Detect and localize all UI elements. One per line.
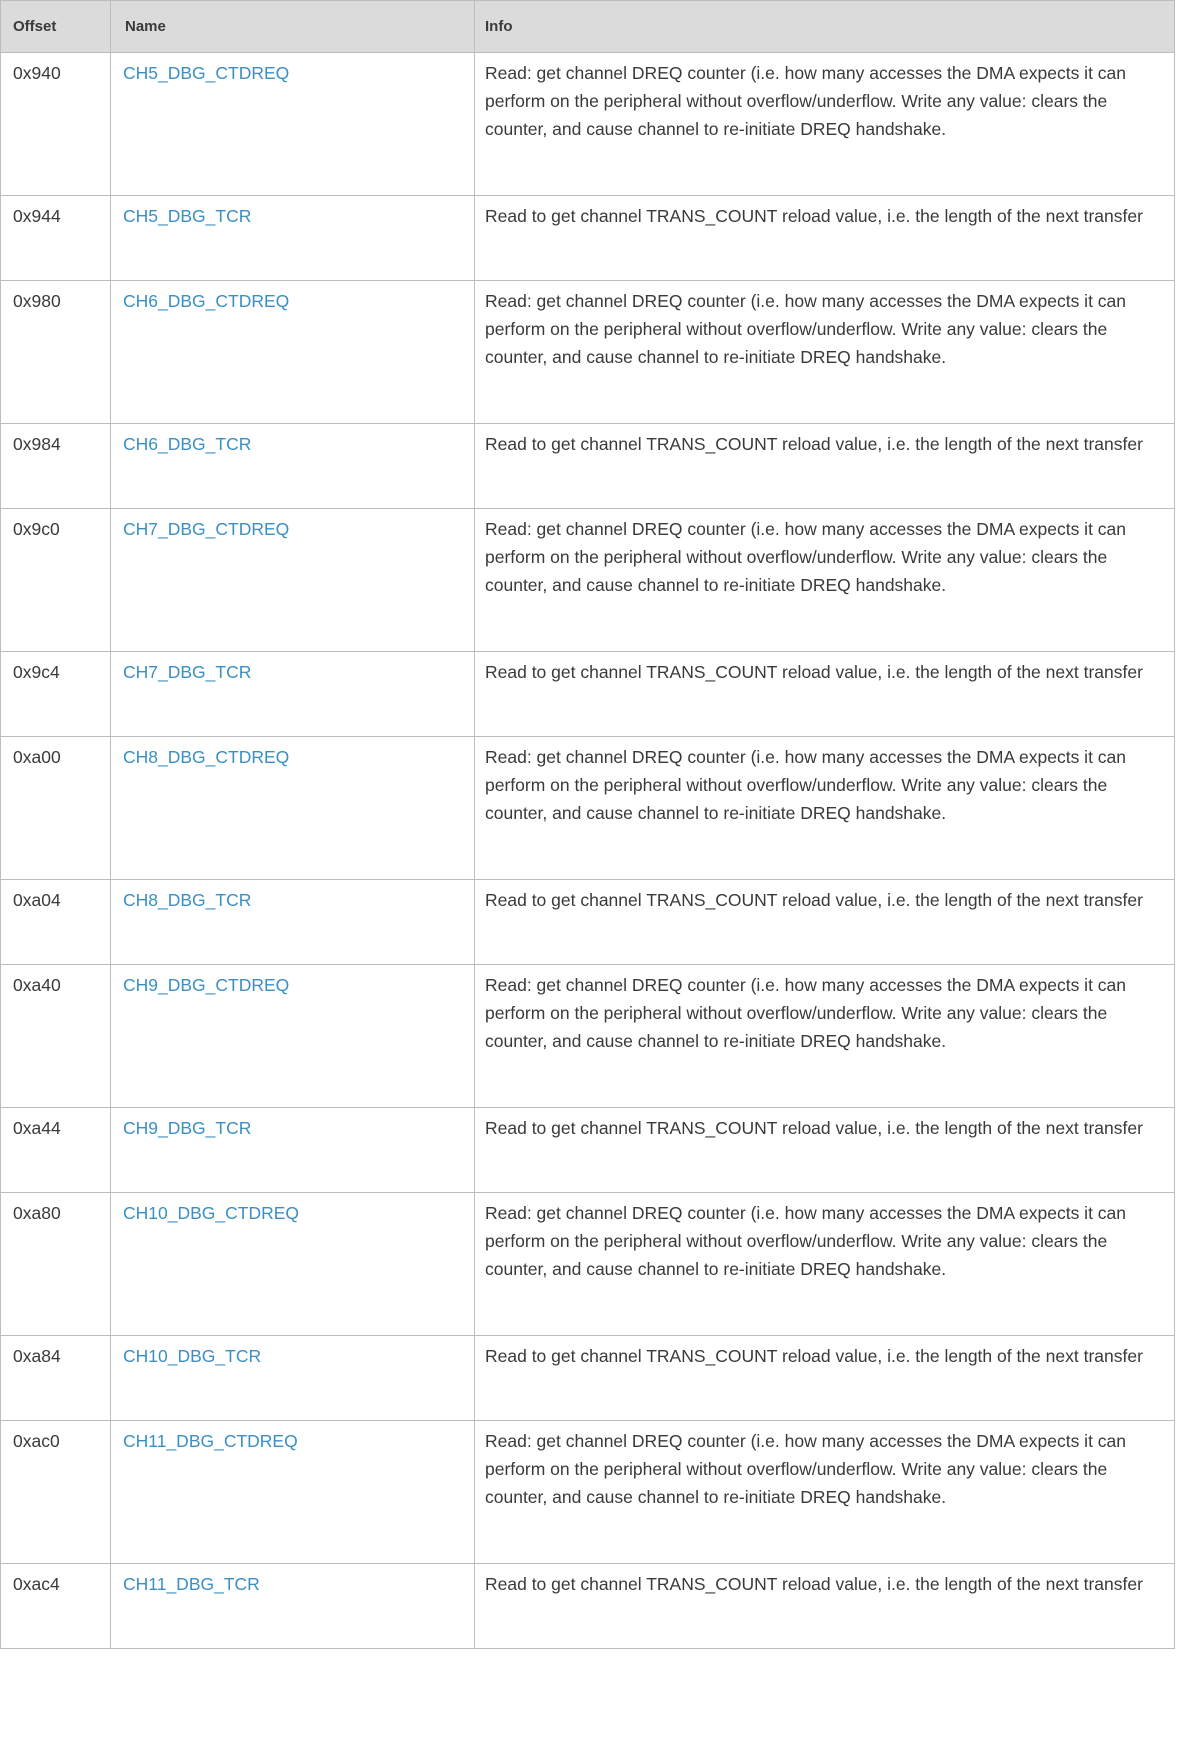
offset-cell: 0xa80 <box>1 1193 111 1336</box>
offset-cell: 0xa04 <box>1 880 111 965</box>
info-cell: Read: get channel DREQ counter (i.e. how many accesses the DMA expects it can perform on the peripheral without overflow/underflow. Write any value: clears the counter, and cause channel to re-initiate DREQ handshake. <box>475 281 1175 424</box>
offset-cell: 0xac0 <box>1 1421 111 1564</box>
offset-cell: 0x984 <box>1 424 111 509</box>
name-cell <box>111 1564 475 1649</box>
info-cell: Read to get channel TRANS_COUNT reload value, i.e. the length of the next transfer <box>475 880 1175 965</box>
name-cell <box>111 1336 475 1421</box>
table-row <box>1 1336 1175 1421</box>
register-link[interactable]: CH11_DBG_TCR <box>123 1574 260 1594</box>
offset-cell: 0xa84 <box>1 1336 111 1421</box>
table-row <box>1 737 1175 880</box>
info-cell: Read to get channel TRANS_COUNT reload value, i.e. the length of the next transfer <box>475 1108 1175 1193</box>
name-cell <box>111 1421 475 1564</box>
register-link[interactable]: CH9_DBG_TCR <box>123 1118 252 1138</box>
register-link[interactable]: CH10_DBG_TCR <box>123 1346 262 1366</box>
register-link[interactable]: CH7_DBG_CTDREQ <box>123 519 290 539</box>
table-row <box>1 1421 1175 1564</box>
table-row <box>1 880 1175 965</box>
name-cell <box>111 509 475 652</box>
name-cell <box>111 652 475 737</box>
table-row <box>1 281 1175 424</box>
table-row <box>1 1108 1175 1193</box>
offset-cell: 0xa00 <box>1 737 111 880</box>
info-cell: Read: get channel DREQ counter (i.e. how many accesses the DMA expects it can perform on the peripheral without overflow/underflow. Write any value: clears the counter, and cause channel to re-initiate DREQ handshake. <box>475 1421 1175 1564</box>
register-link[interactable]: CH8_DBG_TCR <box>123 890 252 910</box>
name-cell <box>111 880 475 965</box>
register-link[interactable]: CH5_DBG_TCR <box>123 206 252 226</box>
name-cell <box>111 1108 475 1193</box>
info-cell: Read to get channel TRANS_COUNT reload value, i.e. the length of the next transfer <box>475 652 1175 737</box>
table-row <box>1 652 1175 737</box>
table-row <box>1 1193 1175 1336</box>
table-row <box>1 965 1175 1108</box>
header-name: Name <box>111 1 475 53</box>
offset-cell: 0xa44 <box>1 1108 111 1193</box>
name-cell <box>111 196 475 281</box>
register-link[interactable]: CH5_DBG_CTDREQ <box>123 63 290 83</box>
info-cell: Read: get channel DREQ counter (i.e. how many accesses the DMA expects it can perform on the peripheral without overflow/underflow. Write any value: clears the counter, and cause channel to re-initiate DREQ handshake. <box>475 737 1175 880</box>
table-row <box>1 1564 1175 1649</box>
register-link[interactable]: CH8_DBG_CTDREQ <box>123 747 290 767</box>
info-cell: Read: get channel DREQ counter (i.e. how many accesses the DMA expects it can perform on the peripheral without overflow/underflow. Write any value: clears the counter, and cause channel to re-initiate DREQ handshake. <box>475 965 1175 1108</box>
name-cell <box>111 737 475 880</box>
register-link[interactable]: CH6_DBG_TCR <box>123 434 252 454</box>
register-link[interactable]: CH6_DBG_CTDREQ <box>123 291 290 311</box>
name-cell <box>111 1193 475 1336</box>
register-link[interactable]: CH9_DBG_CTDREQ <box>123 975 290 995</box>
table-row <box>1 53 1175 196</box>
info-cell: Read: get channel DREQ counter (i.e. how many accesses the DMA expects it can perform on the peripheral without overflow/underflow. Write any value: clears the counter, and cause channel to re-initiate DREQ handshake. <box>475 53 1175 196</box>
name-cell <box>111 53 475 196</box>
register-link[interactable]: CH7_DBG_TCR <box>123 662 252 682</box>
table-row <box>1 424 1175 509</box>
header-info: Info <box>475 1 1175 53</box>
info-cell: Read to get channel TRANS_COUNT reload value, i.e. the length of the next transfer <box>475 1564 1175 1649</box>
header-offset: Offset <box>1 1 111 53</box>
info-cell: Read to get channel TRANS_COUNT reload value, i.e. the length of the next transfer <box>475 424 1175 509</box>
offset-cell: 0x9c0 <box>1 509 111 652</box>
name-cell <box>111 424 475 509</box>
offset-cell: 0x944 <box>1 196 111 281</box>
offset-cell: 0x940 <box>1 53 111 196</box>
info-cell: Read to get channel TRANS_COUNT reload value, i.e. the length of the next transfer <box>475 196 1175 281</box>
register-link[interactable]: CH11_DBG_CTDREQ <box>123 1431 298 1451</box>
offset-cell: 0xa40 <box>1 965 111 1108</box>
table-header-row <box>1 1 1175 53</box>
table-row <box>1 509 1175 652</box>
name-cell <box>111 281 475 424</box>
offset-cell: 0x9c4 <box>1 652 111 737</box>
info-cell: Read: get channel DREQ counter (i.e. how many accesses the DMA expects it can perform on the peripheral without overflow/underflow. Write any value: clears the counter, and cause channel to re-initiate DREQ handshake. <box>475 1193 1175 1336</box>
info-cell: Read: get channel DREQ counter (i.e. how many accesses the DMA expects it can perform on the peripheral without overflow/underflow. Write any value: clears the counter, and cause channel to re-initiate DREQ handshake. <box>475 509 1175 652</box>
table-row <box>1 196 1175 281</box>
info-cell: Read to get channel TRANS_COUNT reload value, i.e. the length of the next transfer <box>475 1336 1175 1421</box>
offset-cell: 0x980 <box>1 281 111 424</box>
offset-cell: 0xac4 <box>1 1564 111 1649</box>
register-link[interactable]: CH10_DBG_CTDREQ <box>123 1203 300 1223</box>
name-cell <box>111 965 475 1108</box>
table-body <box>1 53 1175 1649</box>
